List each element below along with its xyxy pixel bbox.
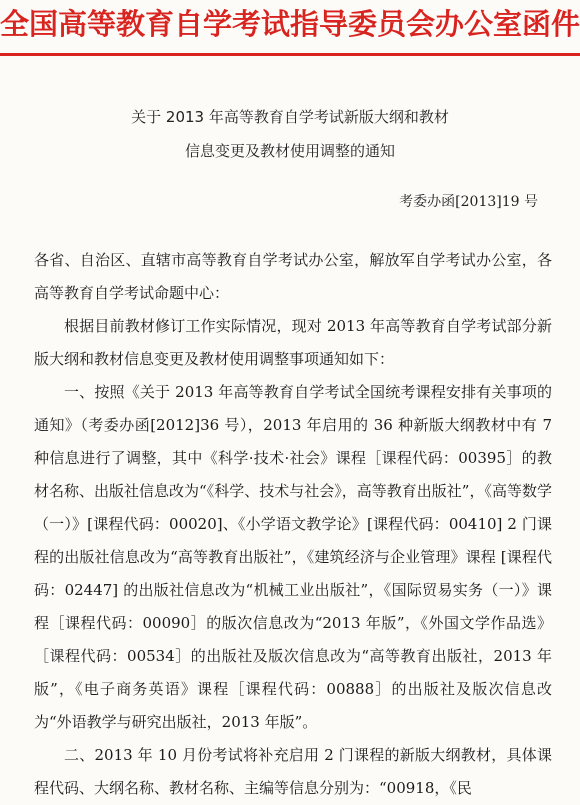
letterhead-divider [0, 53, 580, 56]
paragraph-item-2: 二、2013 年 10 月份考试将补充启用 2 门课程的新版大纲教材，具体课程代码、大纲名称、教材名称、主编等信息分别为：“00918，《民 [34, 746, 552, 797]
salutation: 各省、自治区、直辖市高等教育自学考试办公室，解放军自学考试办公室，各高等教育自学考试命题中心： [34, 251, 552, 302]
document-number: 考委办函[2013]19 号 [399, 194, 538, 210]
letterhead: 全国高等教育自学考试指导委员会办公室函件 [0, 7, 580, 41]
notice-body [34, 244, 552, 805]
notice-title-line-1: 关于 2013 年高等教育自学考试新版大纲和教材 [131, 108, 449, 126]
paragraph-item-1: 一、按照《关于 2013 年高等教育自学考试全国统考课程安排有关事项的通知》（考委办函[2012]36 号），2013 年启用的 36 种新版大纲教材中有 7 种信息进行了调整，其中《科学·技术·社会》课程［课程代码：00395］的教材名称、出版社信息改为“《科学、技术与社会》，高等教育出版社”，《高等数学（一）》[课程代码：00020]、《小学语文教学论》[课程代码：00410] 2 门课程的出版社信息改为“高等教育出版社”，《建筑经济与企业管理》课程 [课程代码：02447] 的出版社信息改为“机械工业出版社”，《国际贸易实务（一）》课程［课程代码：00090］的版次信息改为“2013 年版”，《外国文学作品选》［课程代码：00534］的出版社及版次信息改为“高等教育出版社，2013 年版”，《电子商务英语》课程［课程代码：00888］的出版社及版次信息改为“外语教学与研究出版社，2013 年版”。 [34, 383, 552, 731]
notice-title-line-2: 信息变更及教材使用调整的通知 [184, 142, 395, 160]
paragraph-intro: 根据目前教材修订工作实际情况，现对 2013 年高等教育自学考试部分新版大纲和教材信息变更及教材使用调整事项通知如下： [34, 317, 552, 368]
